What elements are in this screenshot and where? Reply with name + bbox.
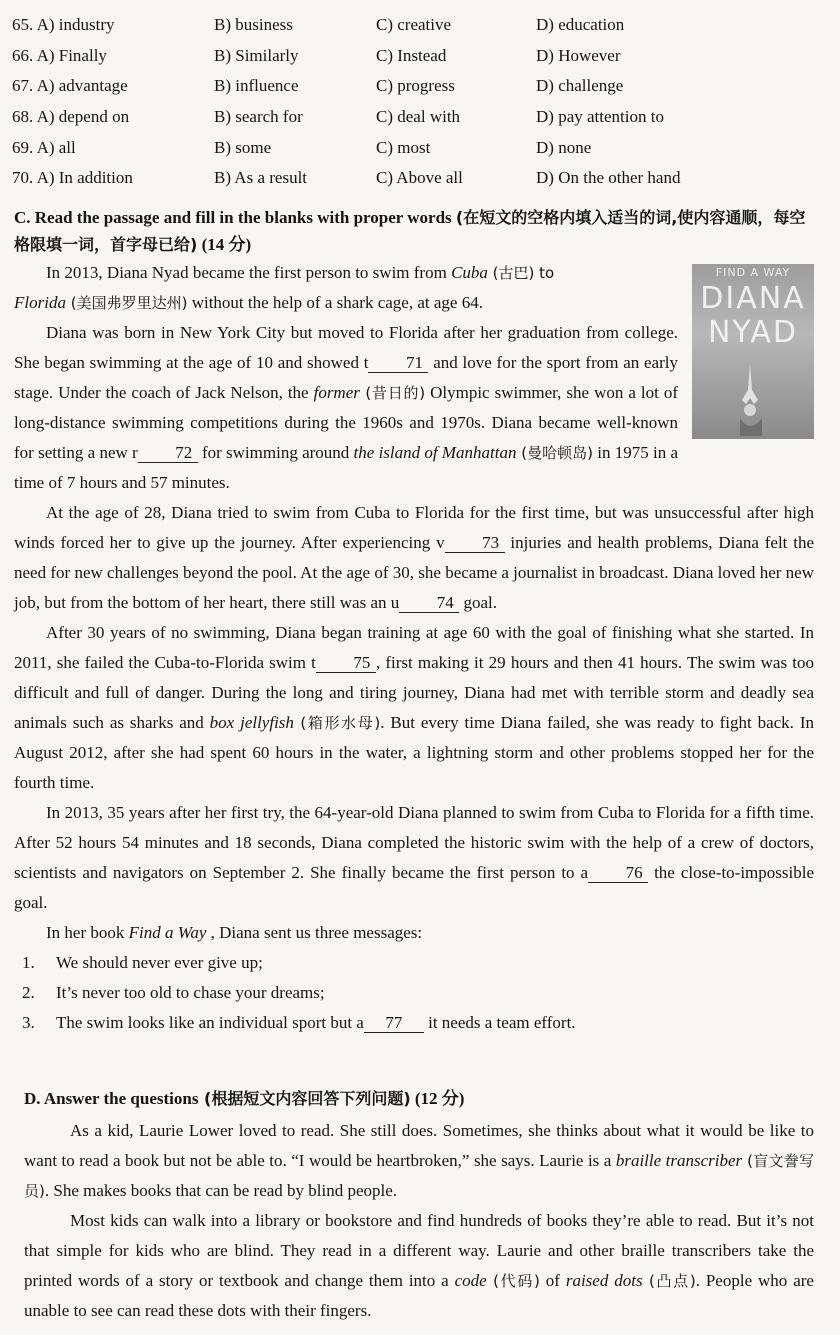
passage-paragraph-d1: As a kid, Laurie Lower loved to read. She still does. Sometimes, she thinks about what it would be like to want to read a book but not be able to. “I would be heartbroken,” she says. Laurie is a braille transcriber (盲文誊写员). She makes books that can be read by blind people. [24,1121,814,1200]
passage-paragraph-d2: Most kids can walk into a library or bookstore and find hundreds of books they’re able to read. But it’s not that simple for kids who are blind. They read in a different way. Laurie and other braille transcribers take the printed words of a story or textbook and change them into a code (代码) of raised dots (凸点). People who are unable to see can read these dots with their fingers. [24,1211,814,1320]
section-c [14,204,814,1038]
option-b: B) search for [214,107,303,127]
option-d: D) challenge [536,76,624,96]
swimmer-figure-icon [732,360,768,436]
blank-77[interactable]: 77 [364,1014,424,1033]
section-d [24,1084,814,1326]
option-b: B) Similarly [214,45,299,65]
option-c: C) deal with [376,107,461,127]
option-c: C) creative [376,15,452,35]
blank-71[interactable]: 71 [368,354,428,373]
section-d-heading: D. Answer the questions (根据短文内容回答下列问题) (12 分) [24,1089,465,1108]
blank-72[interactable]: 72 [138,444,198,463]
option-d: D) On the other hand [536,168,681,188]
multiple-choice-options [12,10,812,194]
blank-76[interactable]: 76 [588,864,648,883]
option-row-70 [12,163,812,194]
option-c: C) most [376,137,431,157]
option-b: B) influence [214,76,299,96]
option-c: C) Above all [376,168,463,188]
option-a: 68. A) depend on [12,107,130,127]
option-a: 70. A) In addition [12,168,133,188]
option-a: 66. A) Finally [12,45,107,65]
option-row-67 [12,71,812,102]
book-cover-image [692,264,814,439]
blank-74[interactable]: 74 [399,594,459,613]
passage-paragraph-4: After 30 years of no swimming, Diana began training at age 60 with the goal of finishing what she started. In 2011, she failed the Cuba-to-Florida swim t 75 , first making it 29 hours and then 41 hours. The swim was too difficult and full of danger. During the long and tiring journey, Diana had met with terrible storm and deadly sea animals such as sharks and box jellyfish (箱形水母). But every time Diana failed, she was ready to fight back. In August 2012, after she had spent 60 hours in the water, a lightning storm and other problems stopped her for the fourth time. [14,623,814,792]
option-row-65 [12,10,812,41]
option-a: 67. A) advantage [12,76,128,96]
option-d: D) none [536,137,592,157]
option-c: C) Instead [376,45,447,65]
blank-73[interactable]: 73 [445,534,505,553]
passage-paragraph-5: In 2013, 35 years after her first try, the 64-year-old Diana planned to swim from Cuba to Florida for a fifth time. After 52 hours 54 minutes and 18 seconds, Diana completed the historic swim with the help of a crew of doctors, scientists and navigators on September 2. She finally became the first person to a 76 the close-to-impossible goal. [14,803,814,912]
section-c-heading: C. Read the passage and fill in the blanks with proper words (在短文的空格内填入适当的词,使内容通顺，每空格限填一词，首字母已给) (14 分) [14,208,806,254]
list-item: 1. We should never ever give up; [22,953,263,972]
option-d: D) pay attention to [536,107,664,127]
passage-paragraph-2: Diana was born in New York City but moved to Florida after her graduation from college. She began swimming at the age of 10 and showed t 71 and love for the sport from an early stage. Under the coach of Jack Nelson, the former (昔日的) Olympic swimmer, she won a lot of long-distance swimming competitions during the 1960s and 1970s. Diana became well-known for setting a new r 72 for swimming around the island of Manhattan (曼哈顿岛) in 1975 in a time of 7 hours and 57 minutes. [14,323,678,492]
option-a: 69. A) all [12,137,76,157]
option-d: D) education [536,15,625,35]
option-c: C) progress [376,76,455,96]
option-b: B) some [214,137,272,157]
option-row-69 [12,132,812,163]
passage-paragraph-1: In 2013, Diana Nyad became the first person to swim from Cuba (古巴) to Florida (美国弗罗里达州) without the help of a shark cage, at age 64. [14,263,555,312]
option-row-68 [12,102,812,133]
option-row-66 [12,41,812,72]
option-b: B) business [214,15,293,35]
passage-paragraph-6: In her book Find a Way , Diana sent us three messages: [46,923,423,942]
list-item: 2. It’s never too old to chase your dreams; [22,983,325,1002]
messages-list [14,948,814,1038]
book-cover-title: DIANA NYAD [700,281,806,350]
blank-75[interactable]: 75 [316,654,376,673]
book-cover-small-title: FIND A WAY [715,266,791,279]
option-d: D) However [536,45,621,65]
option-a: 65. A) industry [12,15,115,35]
list-item: 3. The swim looks like an individual sport but a 77 it needs a team effort. [22,1013,576,1032]
passage-paragraph-3: At the age of 28, Diana tried to swim from Cuba to Florida for the first time, but was unsuccessful after high winds forced her to give up the journey. After experiencing v 73 injuries and health problems, Diana felt the need for new challenges beyond the pool. At the age of 30, she became a journalist in broadcast. Diana loved her new job, but from the bottom of her heart, there still was an u 74 goal. [14,503,815,612]
option-b: B) As a result [214,168,308,188]
